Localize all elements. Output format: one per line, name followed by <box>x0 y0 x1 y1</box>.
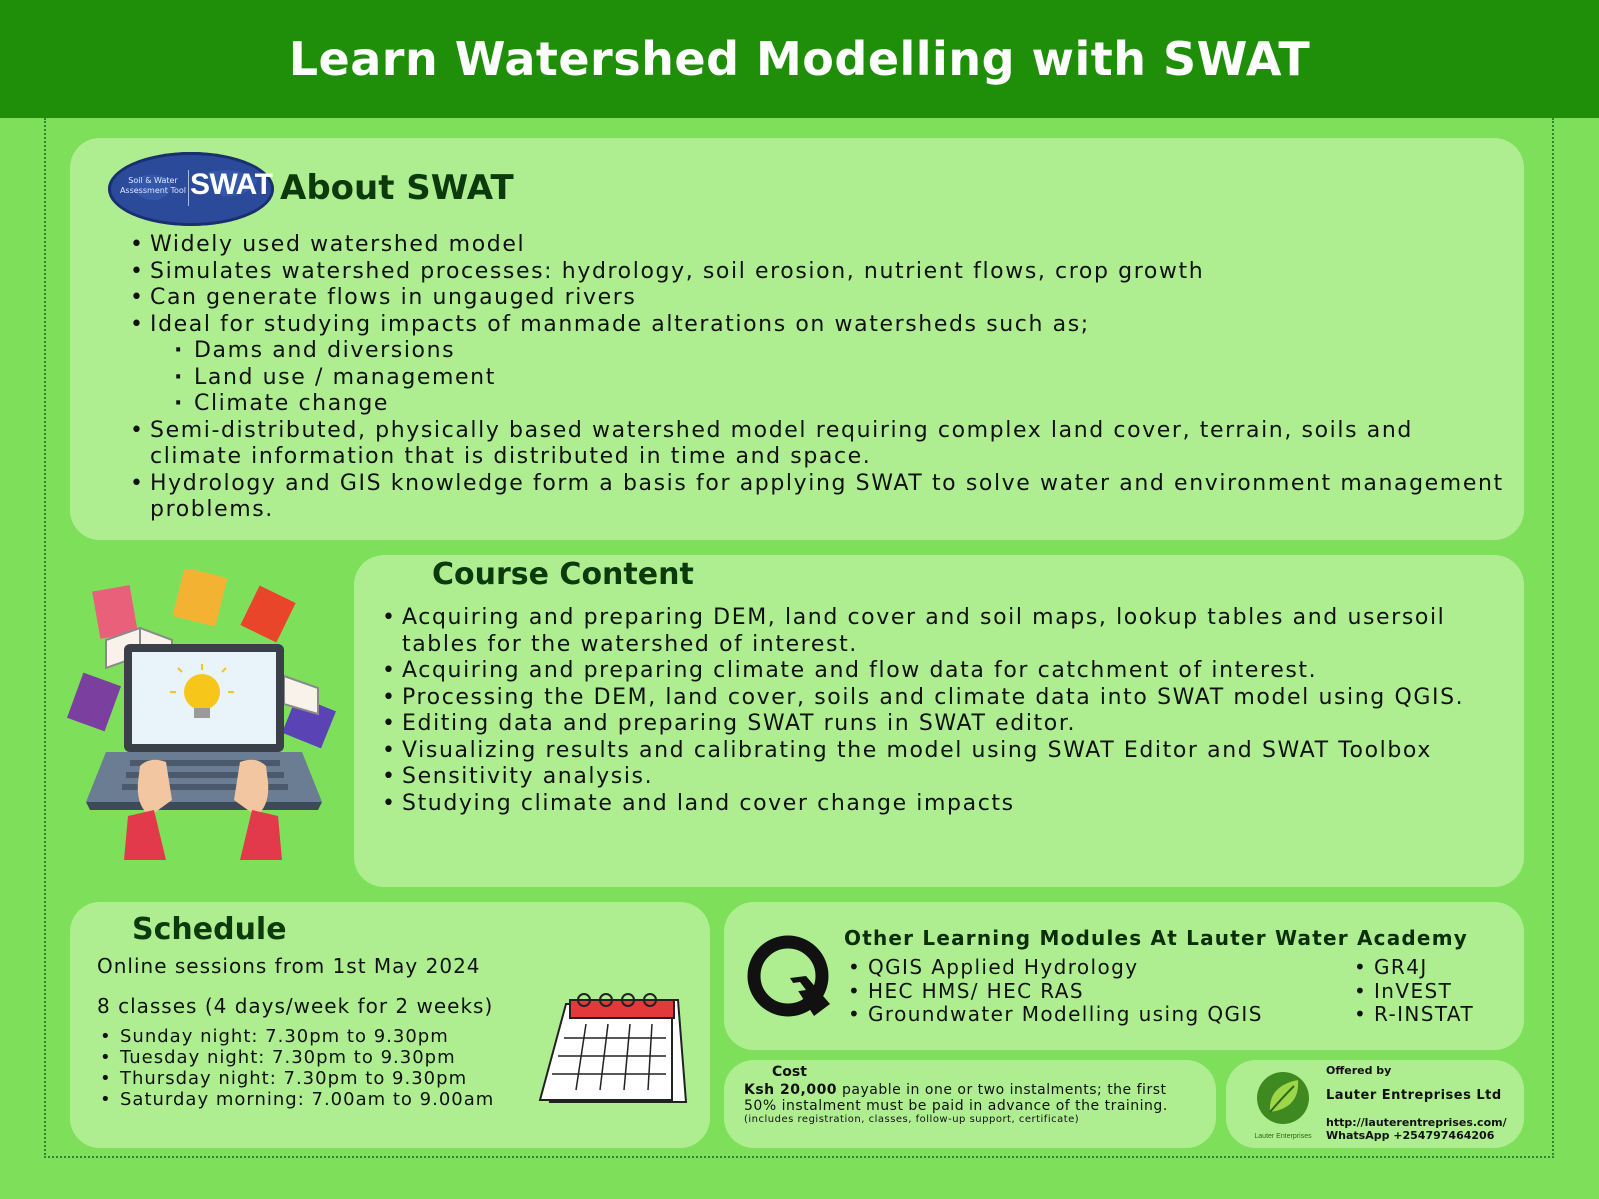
logo-divider <box>188 170 189 206</box>
list-item: • Sunday night: 7.30pm to 9.30pm <box>120 1026 494 1047</box>
swat-logo-subtitle: Soil & Water Assessment Tool <box>119 176 187 195</box>
qgis-logo-icon <box>746 932 836 1022</box>
list-item: • GR4J <box>1374 956 1474 980</box>
list-item: • Semi-distributed, physically based watershed model requiring complex land cover, terrain, soils and climate information that is distributed in time and space. <box>150 418 1510 471</box>
laptop-books-illustration <box>66 570 348 870</box>
schedule-panel <box>70 902 710 1148</box>
list-item: • Groundwater Modelling using QGIS <box>868 1003 1263 1027</box>
list-item: • Acquiring and preparing climate and flow data for catchment of interest. <box>402 658 1512 685</box>
list-item: • Tuesday night: 7.30pm to 9.30pm <box>120 1047 494 1068</box>
swat-logo-text: SWAT <box>190 168 273 201</box>
list-item: • Processing the DEM, land cover, soils and climate data into SWAT model using QGIS. <box>402 685 1512 712</box>
modules-list-right <box>1374 956 1474 1027</box>
list-item: • Studying climate and land cover change impacts <box>402 791 1512 818</box>
schedule-online: Online sessions from 1st May 2024 <box>97 954 481 978</box>
other-modules-panel <box>724 902 1524 1050</box>
page-title: Learn Watershed Modelling with SWAT <box>288 32 1311 86</box>
whatsapp-contact: WhatsApp +254797464206 <box>1326 1129 1495 1142</box>
cost-label: Cost <box>772 1064 807 1080</box>
about-title: About SWAT <box>280 168 514 208</box>
course-content-panel <box>354 555 1524 887</box>
schedule-list <box>120 1026 494 1110</box>
list-item: • Acquiring and preparing DEM, land cover and soil maps, lookup tables and usersoil tables for the watershed of interest. <box>402 605 1512 658</box>
cost-terms: payable in one or two instalments; the first 50% instalment must be paid in advance of the training. <box>744 1082 1168 1114</box>
website-link[interactable]: http://lauterentreprises.com/ <box>1326 1116 1507 1129</box>
list-item: • Thursday night: 7.30pm to 9.30pm <box>120 1068 494 1089</box>
cost-text <box>744 1082 1204 1114</box>
list-item: • InVEST <box>1374 980 1474 1004</box>
list-item: • Saturday morning: 7.00am to 9.00am <box>120 1089 494 1110</box>
page-header <box>0 0 1599 118</box>
list-item: • Sensitivity analysis. <box>402 764 1512 791</box>
list-item: • QGIS Applied Hydrology <box>868 956 1263 980</box>
sub-list-item: · Dams and diversions <box>150 338 1510 365</box>
list-item: • Hydrology and GIS knowledge form a basis for applying SWAT to solve water and environment management problems. <box>150 471 1510 524</box>
about-list <box>150 232 1510 524</box>
offered-company: Lauter Entreprises Ltd <box>1326 1088 1502 1103</box>
offered-label: Offered by <box>1326 1064 1392 1077</box>
cost-panel <box>724 1060 1216 1148</box>
schedule-title: Schedule <box>132 912 287 947</box>
list-item: • Visualizing results and calibrating the model using SWAT Editor and SWAT Toolbox <box>402 738 1512 765</box>
calendar-icon <box>536 990 696 1110</box>
course-title: Course Content <box>432 557 694 592</box>
cost-amount: Ksh 20,000 <box>744 1082 838 1098</box>
offered-by-panel <box>1226 1060 1524 1148</box>
list-item: • HEC HMS/ HEC RAS <box>868 980 1263 1004</box>
lauter-leaf-logo-icon <box>1248 1068 1318 1144</box>
list-item: • Simulates watershed processes: hydrology, soil erosion, nutrient flows, crop growth <box>150 259 1510 286</box>
list-item: • R-INSTAT <box>1374 1003 1474 1027</box>
schedule-classes: 8 classes (4 days/week for 2 weeks) <box>97 994 494 1018</box>
sub-list-item: · Land use / management <box>150 365 1510 392</box>
sub-list-item: · Climate change <box>150 391 1510 418</box>
swat-logo <box>108 152 274 226</box>
about-panel <box>70 138 1524 540</box>
modules-title: Other Learning Modules At Lauter Water Academy <box>844 926 1468 950</box>
list-item: • Can generate flows in ungauged rivers <box>150 285 1510 312</box>
list-item: • Widely used watershed model <box>150 232 1510 259</box>
list-item: • Ideal for studying impacts of manmade alterations on watersheds such as; <box>150 312 1510 339</box>
cost-note: (includes registration, classes, follow-up support, certificate) <box>744 1114 1080 1125</box>
modules-list-left <box>868 956 1263 1027</box>
lauter-logo-text: Lauter Enterprises <box>1254 1133 1312 1140</box>
list-item: • Editing data and preparing SWAT runs in SWAT editor. <box>402 711 1512 738</box>
course-list <box>402 605 1512 817</box>
